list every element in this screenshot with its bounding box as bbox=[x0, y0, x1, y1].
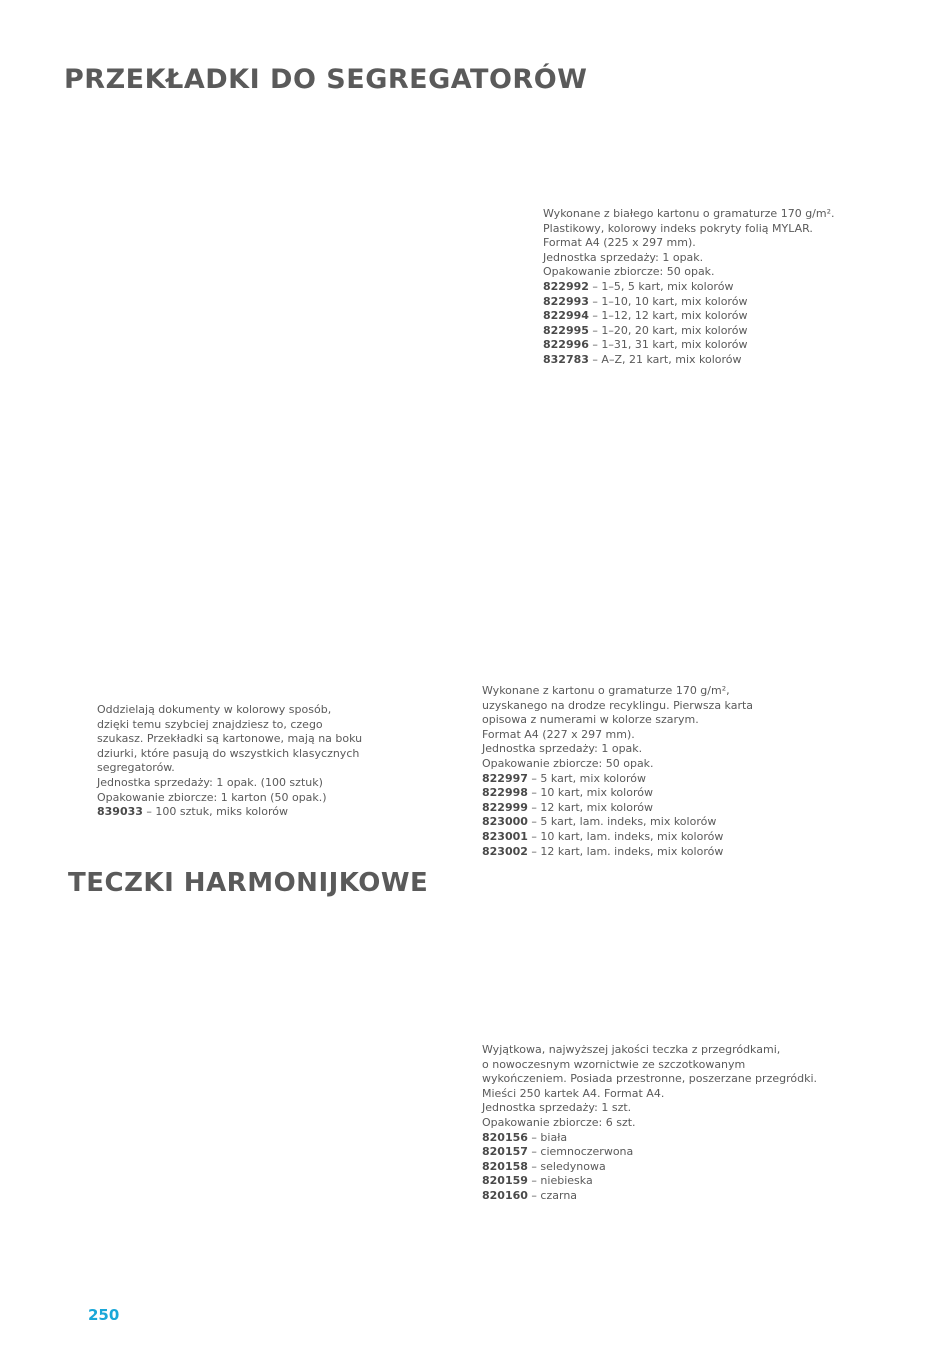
product-code: 823002 bbox=[482, 844, 528, 858]
product-desc: – seledynowa bbox=[527, 1159, 606, 1173]
product-desc: – 1–20, 20 kart, mix kolorów bbox=[588, 323, 748, 337]
product-code: 823001 bbox=[482, 829, 528, 843]
product-item bbox=[482, 1189, 817, 1204]
text-line: uzyskanego na drodze recyklingu. Pierwsza karta bbox=[482, 698, 754, 712]
product-description-d bbox=[482, 1043, 817, 1204]
product-item bbox=[482, 1131, 817, 1146]
text-line: o nowoczesnym wzornictwie ze szczotkowanym bbox=[482, 1057, 746, 1071]
product-desc: – A–Z, 21 kart, mix kolorów bbox=[588, 352, 742, 366]
section-title-teczki: TECZKI HARMONIJKOWE bbox=[68, 868, 429, 898]
product-code: 823000 bbox=[482, 815, 528, 829]
product-desc: – 100 sztuk, miks kolorów bbox=[142, 805, 288, 819]
product-code: 820156 bbox=[482, 1130, 528, 1144]
product-item bbox=[543, 309, 835, 324]
text-line: Plastikowy, kolorowy indeks pokryty folią MYLAR. bbox=[543, 221, 813, 235]
product-item bbox=[482, 772, 753, 787]
text-line: Jednostka sprzedaży: 1 opak. bbox=[482, 742, 643, 756]
product-desc: – 12 kart, lam. indeks, mix kolorów bbox=[527, 844, 724, 858]
product-item bbox=[482, 845, 753, 860]
text-line: Opakowanie zbiorcze: 6 szt. bbox=[482, 1115, 636, 1129]
product-item bbox=[543, 353, 835, 368]
product-desc: – 12 kart, mix kolorów bbox=[527, 800, 653, 814]
product-code: 820160 bbox=[482, 1188, 528, 1202]
text-line: Oddzielają dokumenty w kolorowy sposób, bbox=[97, 703, 332, 716]
product-item bbox=[543, 280, 835, 295]
product-desc: – ciemnoczerwona bbox=[527, 1145, 634, 1159]
product-desc: – 1–12, 12 kart, mix kolorów bbox=[588, 309, 748, 323]
text-line: Opakowanie zbiorcze: 50 opak. bbox=[543, 265, 715, 279]
product-code: 822998 bbox=[482, 786, 528, 800]
page-number: 250 bbox=[88, 1306, 120, 1324]
product-description-b bbox=[97, 703, 362, 820]
product-item bbox=[543, 295, 835, 310]
product-code: 822995 bbox=[543, 323, 589, 337]
text-line: Jednostka sprzedaży: 1 opak. bbox=[543, 250, 704, 264]
text-line: Jednostka sprzedaży: 1 opak. (100 sztuk) bbox=[97, 775, 323, 789]
product-item bbox=[482, 1160, 817, 1175]
product-item bbox=[543, 324, 835, 339]
product-desc: – 1–10, 10 kart, mix kolorów bbox=[588, 294, 748, 308]
product-description-c bbox=[482, 684, 753, 859]
product-desc: – czarna bbox=[527, 1188, 578, 1202]
product-code: 839033 bbox=[97, 805, 143, 819]
product-item bbox=[543, 338, 835, 353]
product-item bbox=[482, 1174, 817, 1189]
text-line: Wykonane z białego kartonu o gramaturze 170 g/m². bbox=[543, 207, 835, 220]
product-code: 822994 bbox=[543, 309, 589, 323]
product-desc: – 1–31, 31 kart, mix kolorów bbox=[588, 338, 748, 352]
text-line: dzięki temu szybciej znajdziesz to, czego bbox=[97, 717, 323, 731]
product-code: 820159 bbox=[482, 1174, 528, 1188]
product-description-a bbox=[543, 207, 835, 368]
product-code: 832783 bbox=[543, 352, 589, 366]
product-desc: – 5 kart, lam. indeks, mix kolorów bbox=[527, 815, 717, 829]
product-desc: – 10 kart, lam. indeks, mix kolorów bbox=[527, 829, 724, 843]
product-desc: – biała bbox=[527, 1130, 568, 1144]
text-line: dziurki, które pasują do wszystkich klasycznych bbox=[97, 746, 360, 760]
text-line: Format A4 (225 x 297 mm). bbox=[543, 236, 696, 250]
product-desc: – 10 kart, mix kolorów bbox=[527, 786, 653, 800]
text-line: Wyjątkowa, najwyższej jakości teczka z przegródkami, bbox=[482, 1043, 781, 1056]
product-code: 820158 bbox=[482, 1159, 528, 1173]
product-code: 822992 bbox=[543, 279, 589, 293]
product-desc: – niebieska bbox=[527, 1174, 593, 1188]
text-line: szukasz. Przekładki są kartonowe, mają na boku bbox=[97, 732, 363, 746]
text-line: Wykonane z kartonu o gramaturze 170 g/m², bbox=[482, 684, 730, 697]
product-item bbox=[482, 815, 753, 830]
product-code: 820157 bbox=[482, 1145, 528, 1159]
text-line: Opakowanie zbiorcze: 50 opak. bbox=[482, 756, 654, 770]
product-code: 822999 bbox=[482, 800, 528, 814]
text-line: wykończeniem. Posiada przestronne, poszerzane przegródki. bbox=[482, 1072, 818, 1086]
product-code: 822993 bbox=[543, 294, 589, 308]
section-title-przekladki: PRZEKŁADKI DO SEGREGATORÓW bbox=[64, 64, 588, 95]
product-code: 822997 bbox=[482, 771, 528, 785]
product-item bbox=[482, 786, 753, 801]
text-line: Opakowanie zbiorcze: 1 karton (50 opak.) bbox=[97, 790, 327, 804]
product-item bbox=[482, 801, 753, 816]
text-line: Mieści 250 kartek A4. Format A4. bbox=[482, 1086, 665, 1100]
product-item bbox=[97, 805, 362, 820]
product-item bbox=[482, 1145, 817, 1160]
text-line: Format A4 (227 x 297 mm). bbox=[482, 727, 635, 741]
text-line: opisowa z numerami w kolorze szarym. bbox=[482, 713, 699, 727]
product-item bbox=[482, 830, 753, 845]
product-code: 822996 bbox=[543, 338, 589, 352]
product-desc: – 1–5, 5 kart, mix kolorów bbox=[588, 279, 734, 293]
text-line: segregatorów. bbox=[97, 761, 175, 775]
text-line: Jednostka sprzedaży: 1 szt. bbox=[482, 1101, 632, 1115]
product-desc: – 5 kart, mix kolorów bbox=[527, 771, 646, 785]
